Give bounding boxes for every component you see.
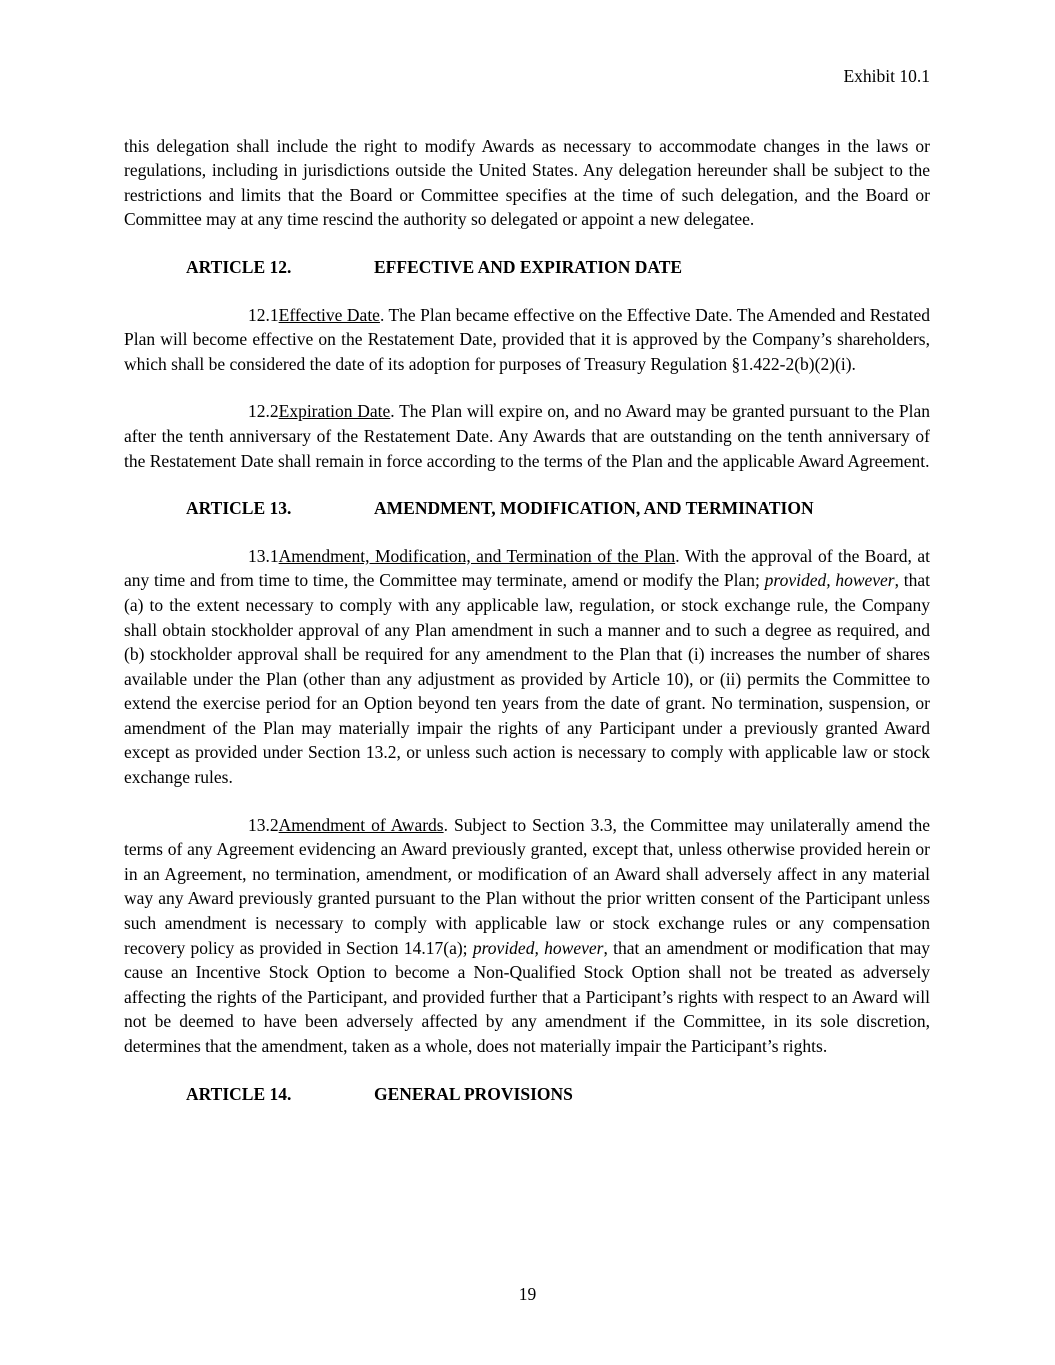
paragraph [124, 399, 930, 473]
article-number: ARTICLE 13. [186, 498, 292, 519]
article-heading [124, 255, 930, 280]
text-run: this delegation shall include the right to modify Awards as necessary to accommodate changes in the laws or regulations, including in jurisdictions outside the United States. Any delegation hereunder shall be subject to the restrictions and limits that the Board or Committee specifies at the time of such delegation, and the Board or Committee may at any time rescind the authority so delegated or appoint a new delegatee. [124, 135, 930, 230]
section-title-run: Amendment of Awards [278, 814, 444, 835]
text-run: , that (a) to the extent necessary to comply with any applicable law, regulation, or stock exchange rule, the Company shall obtain stockholder approval of any Plan amendment in such a manner and to such a degree as required, and (b) stockholder approval shall be required for any amendment to the Plan that (i) increases the number of shares available under the Plan (other than any adjustment as provided by Article 10), or (ii) permits the Committee to extend the exercise period for an Option beyond ten years from the date of grant. No termination, suspension, or amendment of the Plan may materially impair the rights of any Participant under a previously granted Award except as provided under Section 13.2, or unless such action is necessary to comply with applicable law or stock exchange rules. [124, 570, 930, 788]
page-number: 19 [518, 1284, 537, 1305]
section-title-run: Amendment, Modification, and Termination of the Plan [278, 545, 676, 566]
article-title: EFFECTIVE AND EXPIRATION DATE [374, 256, 683, 277]
text-run: . With the approval of the Board, at any time and from time to time, the Committee may terminate, amend or modify the Plan; [124, 545, 930, 591]
section-number: 12.1 [248, 304, 279, 325]
article-heading [124, 496, 930, 521]
article-heading [124, 1082, 930, 1107]
section-number: 13.1 [248, 545, 279, 566]
text-run: . The Plan became effective on the Effective Date. The Amended and Restated Plan will become effective on the Restatement Date, provided that it is approved by the Company’s shareholders, which shall be considered the date of its adoption for purposes of Treasury Regulation §1.422-2(b)(2)(i). [124, 304, 930, 374]
paragraph [124, 303, 930, 377]
exhibit-label: Exhibit 10.1 [843, 66, 930, 86]
text-run: , that an amendment or modification that may cause an Incentive Stock Option to become a Non-Qualified Stock Option shall not be treated as adversely affecting the rights of the Participant, and provided further that a Participant’s rights with respect to an Award will not be deemed to have been adversely affected by any amendment if the Committee, in its sole discretion, determines that the amendment, taken as a whole, does not materially impair the Participant’s rights. [124, 937, 930, 1056]
section-number: 13.2 [248, 814, 279, 835]
article-number: ARTICLE 12. [186, 256, 292, 277]
paragraph [124, 813, 930, 1059]
article-title: AMENDMENT, MODIFICATION, AND TERMINATION [374, 498, 814, 519]
article-number: ARTICLE 14. [186, 1083, 292, 1104]
article-title: GENERAL PROVISIONS [374, 1083, 573, 1104]
section-title-run: Expiration Date [278, 401, 391, 422]
section-number: 12.2 [248, 401, 279, 422]
text-run: . The Plan will expire on, and no Award may be granted pursuant to the Plan after the tenth anniversary of the Restatement Date. Any Awards that are outstanding on the tenth anniversary of the Restatement Date shall remain in force according to the terms of the Plan and the applicable Award Agreement. [124, 401, 930, 471]
italic-run: provided, however [764, 570, 895, 591]
document-body [124, 134, 930, 1107]
paragraph [124, 544, 930, 790]
section-title-run: Effective Date [278, 304, 380, 325]
paragraph [124, 134, 930, 232]
italic-run: provided, however [472, 937, 604, 958]
text-run: . Subject to Section 3.3, the Committee may unilaterally amend the terms of any Agreement evidencing an Award previously granted, except that, unless otherwise provided herein or in an Agreement, no termination, amendment, or modification of an Award shall adversely affect in any material way any Award previously granted pursuant to the Plan without the prior written consent of the Participant unless such amendment is necessary to comply with applicable law or stock exchange rules or any compensation recovery policy as provided in Section 14.17(a); [124, 814, 930, 958]
